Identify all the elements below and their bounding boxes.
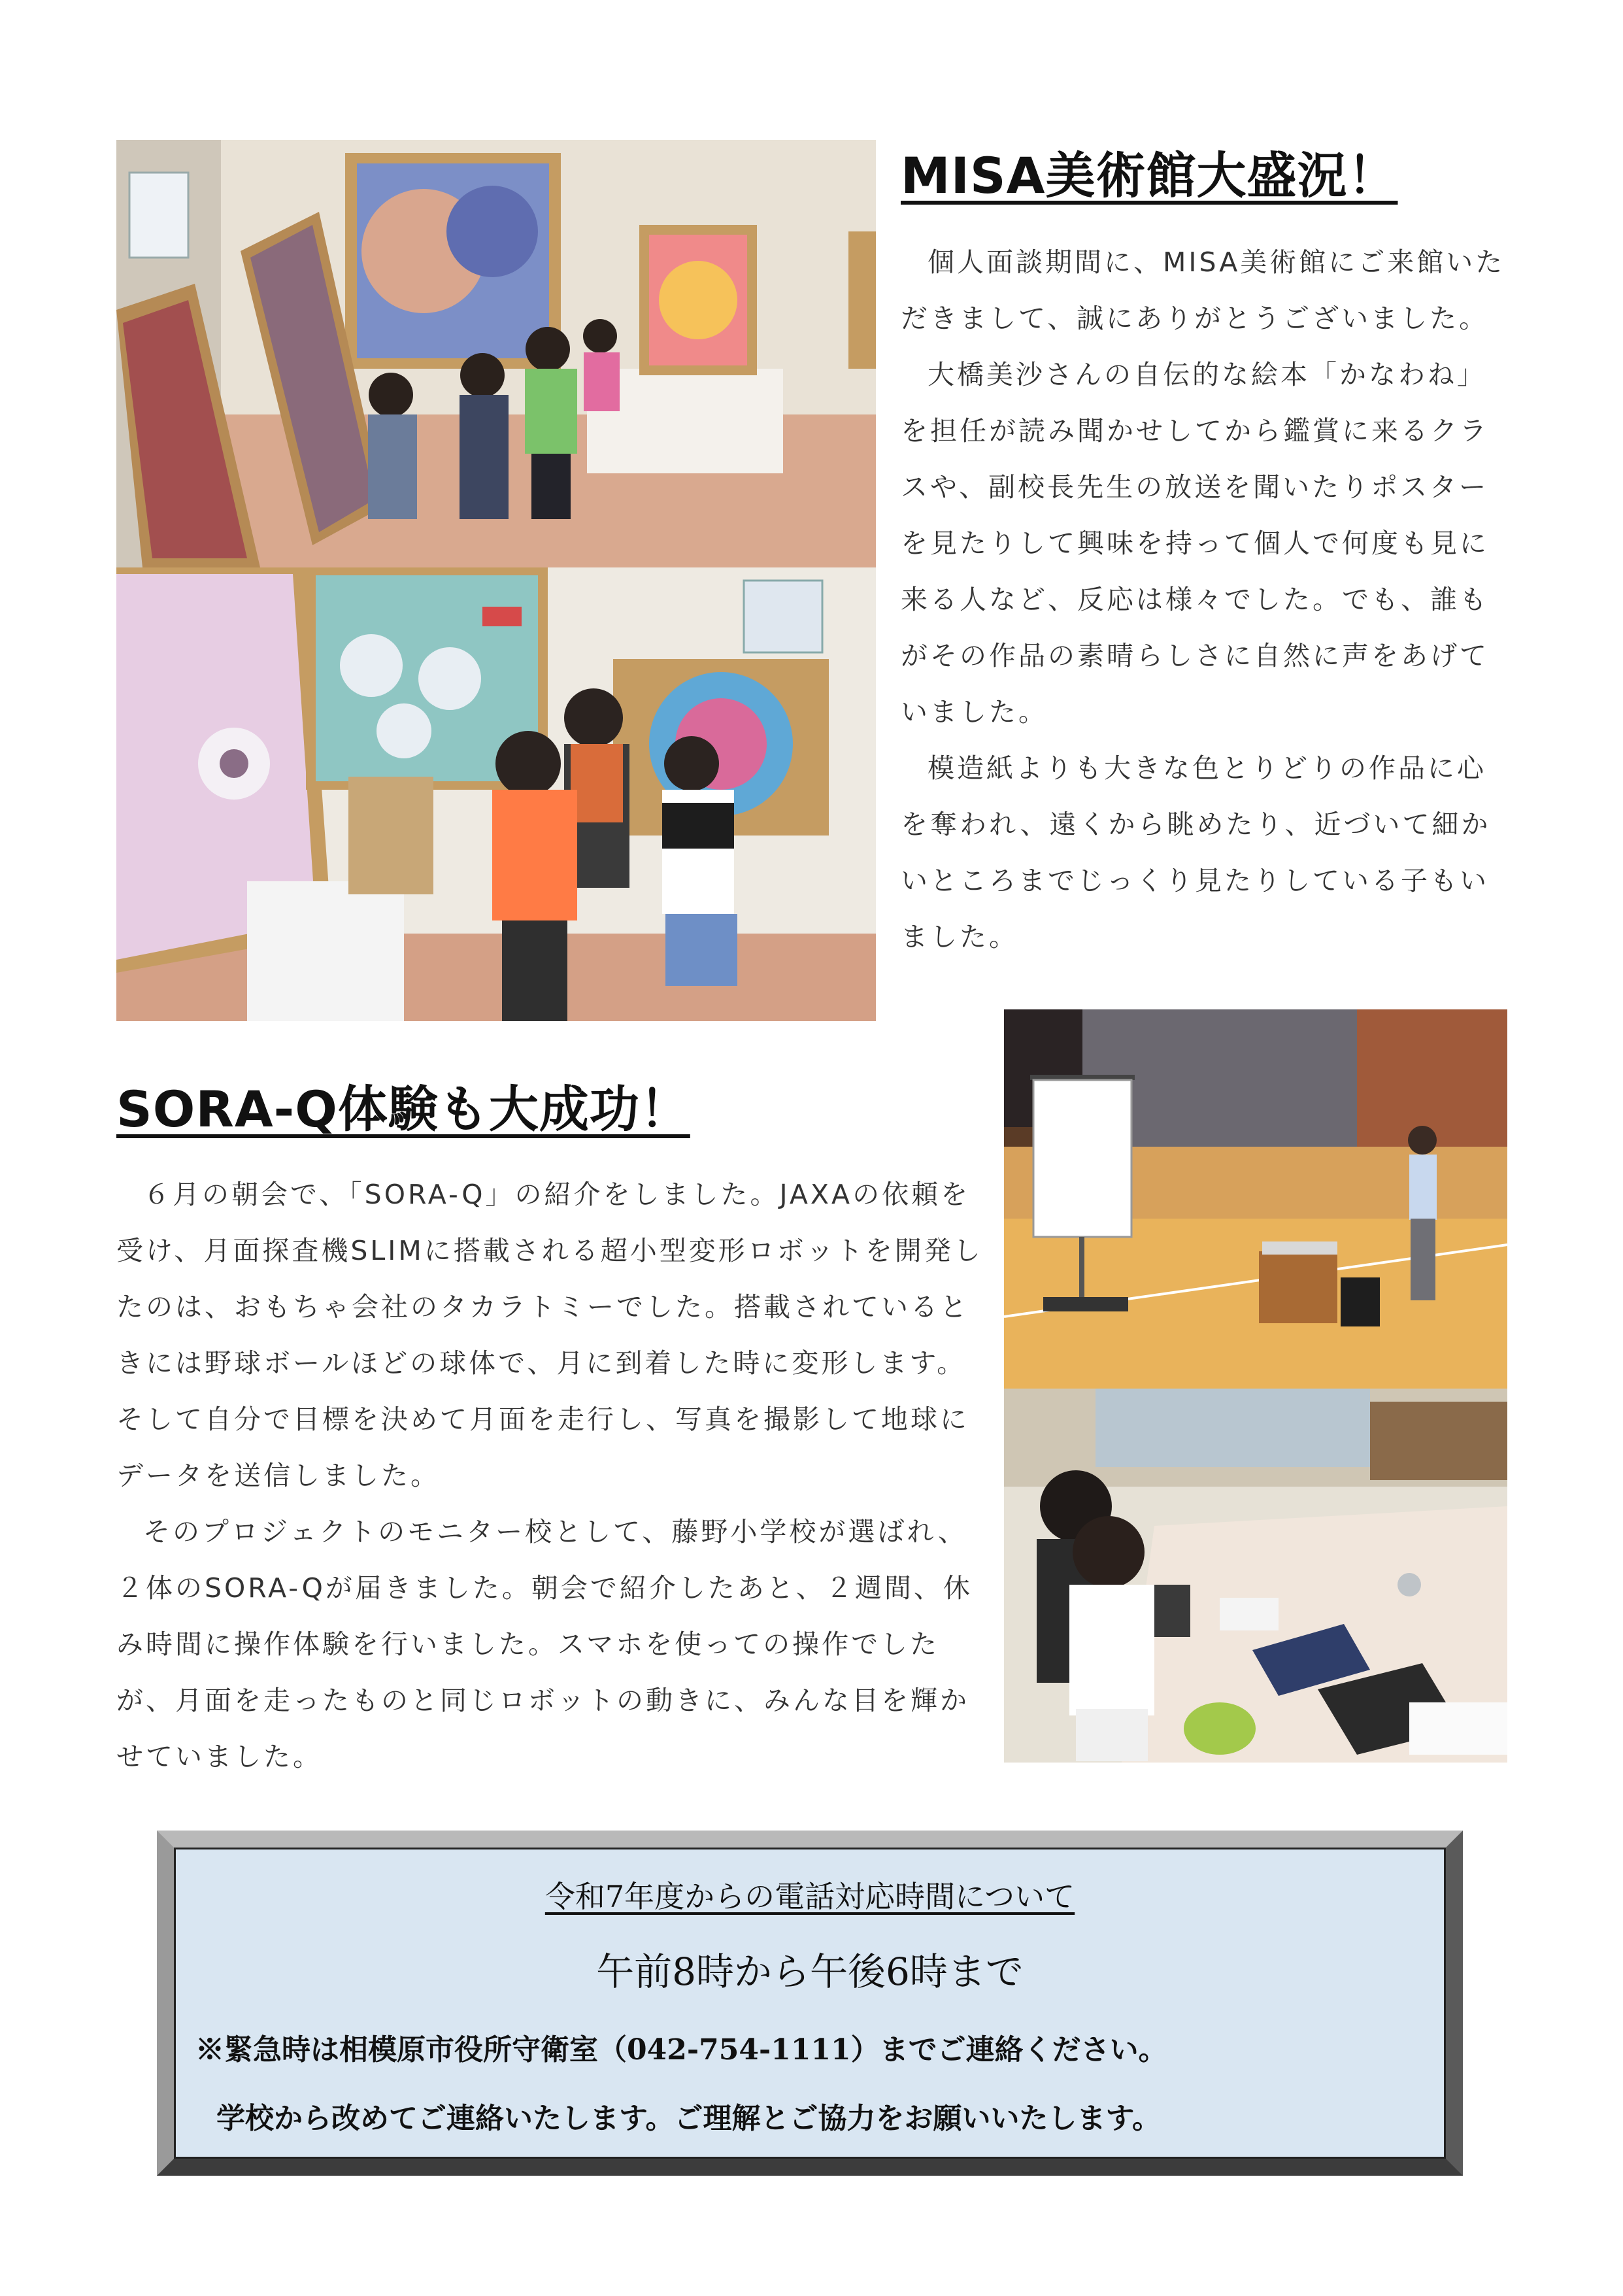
section1-body — [901, 234, 1513, 965]
section2-paragraph: ６月の朝会で、「SORA-Q」の紹介をしました。JAXAの依頼を受け、月面探査機SLIMに搭載される超小型変形ロボットを開発したのは、おもちゃ会社のタカラトミーでした。搭載されているときには野球ボールほどの球体で、月に到着した時に変形します。そして自分で目標を決めて月面を走行し、写真を撮影して地球にデータを送信しました。 — [116, 1179, 983, 1491]
notice-box — [157, 1831, 1463, 2176]
gym-photo — [1004, 1009, 1507, 1389]
section2-body — [116, 1166, 992, 1785]
section1-paragraph: 大橋美沙さんの自伝的な絵本「かなわね」を担任が読み聞かせしてから鑑賞に来るクラスや、副校長先生の放送を聞いたりポスターを見たりして興味を持って個人で何度も見に来る人など、反応は様々でした。でも、誰もがその作品の素晴らしさに自然に声をあげていました。 — [901, 359, 1489, 728]
notice-title: 令和7年度からの電話対応時間について — [544, 1879, 1075, 1914]
notice-emergency-line: ※緊急時は相模原市役所守衛室（042-754-1111）までご連絡ください。 — [195, 2033, 1167, 2067]
notice-panel — [174, 1848, 1446, 2159]
section2-title: SORA-Q体験も大成功！ — [116, 1080, 690, 1138]
section2-paragraph: そのプロジェクトのモニター校として、藤野小学校が選ばれ、２体のSORA-Qが届きました。朝会で紹介したあと、２週間、休み時間に操作体験を行いました。スマホを使っての操作でしたが、月面を走ったものと同じロボットの動きに、みんな目を輝かせていました。 — [116, 1516, 973, 1772]
museum-photo-2 — [116, 567, 876, 1021]
museum-photo-1 — [116, 140, 876, 567]
sora-q-photo — [1004, 1389, 1507, 1763]
section1-paragraph: 模造紙よりも大きな色とりどりの作品に心を奪われ、遠くから眺めたり、近づいて細かいところまでじっくり見たりしている子もいました。 — [901, 752, 1491, 953]
notice-followup-line: 学校から改めてご連絡いたします。ご理解とご協力をお願いいたします。 — [216, 2102, 1161, 2135]
section1-title: MISA美術館大盛況！ — [901, 146, 1398, 205]
notice-hours: 午前8時から午後6時まで — [596, 1950, 1024, 1994]
section1-paragraph: 個人面談期間に、MISA美術館にご来館いただきまして、誠にありがとうございました。 — [901, 246, 1505, 334]
